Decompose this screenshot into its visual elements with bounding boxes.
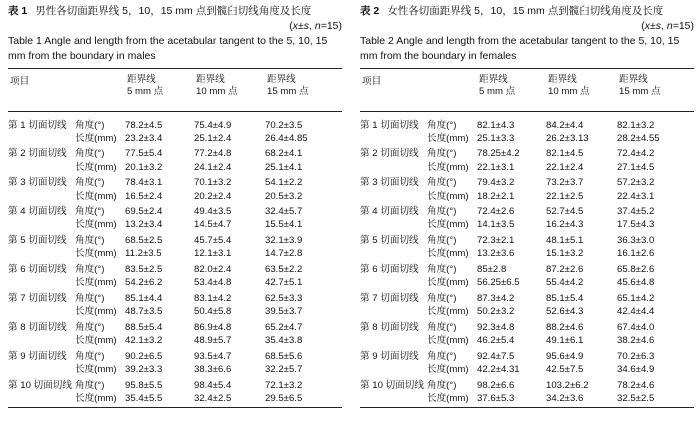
cell-5mm: 88.5±5.4 <box>125 321 163 333</box>
cell-15mm: 78.2±4.6 <box>617 379 655 391</box>
row-measure-label: 长度(mm) <box>75 335 117 347</box>
table-row-length <box>8 190 342 203</box>
cell-10mm: 73.2±3.7 <box>546 177 584 189</box>
bottom-rule <box>360 407 694 408</box>
row-measure-label: 角度(°) <box>75 206 105 218</box>
cell-15mm: 72.4±4.2 <box>617 148 655 160</box>
cell-5mm: 42.2±4.31 <box>477 363 520 375</box>
table-title-text: 女性各切面距界线 5，10，15 mm 点到髋臼切线角度及长度 <box>387 5 664 17</box>
row-group-label <box>8 218 75 231</box>
row-group-label <box>8 392 75 405</box>
row-group-label: 第 1 切面切线 <box>360 119 419 131</box>
cell-10mm: 48.1±5.1 <box>546 235 584 247</box>
table-row-angle <box>360 174 694 190</box>
cell-5mm: 35.4±5.5 <box>125 392 163 404</box>
cell-5mm: 46.2±5.4 <box>477 335 515 347</box>
table-row-angle <box>360 145 694 161</box>
header-item: 项目 <box>362 76 382 87</box>
cell-15mm: 72.1±3.2 <box>265 379 303 391</box>
row-measure-label: 角度(°) <box>427 206 457 218</box>
cell-5mm: 90.2±6.5 <box>125 350 163 362</box>
row-measure-label: 长度(mm) <box>427 161 469 173</box>
row-group-label <box>8 276 75 289</box>
row-measure-label: 长度(mm) <box>75 132 117 144</box>
row-group-label: 第 5 切面切线 <box>8 235 67 247</box>
row-measure-label: 长度(mm) <box>427 190 469 202</box>
table-row-angle <box>360 116 694 132</box>
row-measure-label: 角度(°) <box>75 264 105 276</box>
table-row-angle <box>8 203 342 219</box>
row-measure-label: 长度(mm) <box>75 161 117 173</box>
cell-5mm: 13.2±3.4 <box>125 219 163 231</box>
cell-10mm: 103.2±6.2 <box>546 379 589 391</box>
row-measure-label: 长度(mm) <box>75 392 117 404</box>
cell-5mm: 85.1±4.4 <box>125 292 163 304</box>
cell-10mm: 20.2±2.4 <box>194 190 232 202</box>
cell-10mm: 93.5±4.7 <box>194 350 232 362</box>
cell-5mm: 77.5±5.4 <box>125 148 163 160</box>
row-measure-label: 角度(°) <box>427 119 457 131</box>
table-row-length <box>360 363 694 376</box>
row-measure-label: 长度(mm) <box>75 277 117 289</box>
cell-5mm: 23.2±3.4 <box>125 132 163 144</box>
row-measure-label: 长度(mm) <box>75 219 117 231</box>
table-row-length <box>8 392 342 405</box>
cell-15mm: 37.4±5.2 <box>617 206 655 218</box>
table-row-angle <box>360 347 694 363</box>
table-row-length <box>360 334 694 347</box>
row-group-label: 第 10 切面切线 <box>8 379 72 391</box>
cell-15mm: 39.5±3.7 <box>265 306 303 318</box>
cell-15mm: 32.2±5.7 <box>265 363 303 375</box>
table-row-length <box>8 132 342 145</box>
cell-5mm: 78.25±4.2 <box>477 148 520 160</box>
cell-15mm: 15.5±4.1 <box>265 219 303 231</box>
cell-5mm: 50.2±3.2 <box>477 306 515 318</box>
cell-15mm: 57.2±3.2 <box>617 177 655 189</box>
table-number: 表 2 <box>360 5 380 17</box>
header-item: 项目 <box>10 76 30 87</box>
row-measure-label: 长度(mm) <box>427 132 469 144</box>
cell-15mm: 22.4±3.1 <box>617 190 655 202</box>
cell-15mm: 32.5±2.5 <box>617 392 655 404</box>
cell-15mm: 65.1±4.2 <box>617 292 655 304</box>
cell-10mm: 75.4±4.9 <box>194 119 232 131</box>
cell-15mm: 65.2±4.7 <box>265 321 303 333</box>
cell-5mm: 20.1±3.2 <box>125 161 163 173</box>
row-measure-label: 角度(°) <box>427 235 457 247</box>
cell-10mm: 38.3±6.6 <box>194 363 232 375</box>
cell-15mm: 20.5±3.2 <box>265 190 303 202</box>
table-row-angle <box>360 203 694 219</box>
row-measure-label: 角度(°) <box>427 148 457 160</box>
row-measure-label: 长度(mm) <box>75 190 117 202</box>
cell-15mm: 38.2±4.6 <box>617 335 655 347</box>
cell-5mm: 48.7±3.5 <box>125 306 163 318</box>
cell-10mm: 25.1±2.4 <box>194 132 232 144</box>
cell-10mm: 82.1±4.5 <box>546 148 584 160</box>
cell-10mm: 42.5±7.5 <box>546 363 584 375</box>
cell-10mm: 45.7±5.4 <box>194 235 232 247</box>
table-row-length <box>360 190 694 203</box>
header-10mm-cn: 距界线 <box>196 74 225 85</box>
header-5mm-en: 5 mm 点 <box>479 86 516 97</box>
cell-10mm: 49.4±3.5 <box>194 206 232 218</box>
cell-5mm: 72.3±2.1 <box>477 235 515 247</box>
cell-15mm: 68.5±5.6 <box>265 350 303 362</box>
row-measure-label: 长度(mm) <box>427 335 469 347</box>
row-measure-label: 角度(°) <box>75 292 105 304</box>
cell-10mm: 34.2±3.6 <box>546 392 584 404</box>
cell-5mm: 82.1±4.3 <box>477 119 515 131</box>
table-row-angle <box>360 318 694 334</box>
table-row-angle <box>8 145 342 161</box>
row-group-label: 第 9 切面切线 <box>8 350 67 362</box>
cell-15mm: 70.2±6.3 <box>617 350 655 362</box>
header-15mm-en: 15 mm 点 <box>267 86 309 97</box>
cell-15mm: 35.4±3.8 <box>265 335 303 347</box>
row-measure-label: 角度(°) <box>75 119 105 131</box>
row-measure-label: 长度(mm) <box>75 306 117 318</box>
row-group-label: 第 8 切面切线 <box>360 321 419 333</box>
row-group-label <box>360 305 427 318</box>
table-title-text: 男性各切面距界线 5，10，15 mm 点到髋臼切线角度及长度 <box>35 5 312 17</box>
table-row-angle <box>8 289 342 305</box>
cell-10mm: 52.7±4.5 <box>546 206 584 218</box>
row-group-label: 第 3 切面切线 <box>360 177 419 189</box>
table-number: 表 1 <box>8 5 28 17</box>
cell-15mm: 54.1±2.2 <box>265 177 303 189</box>
cell-15mm: 32.4±5.7 <box>265 206 303 218</box>
row-measure-label: 角度(°) <box>427 177 457 189</box>
table-row-angle <box>8 376 342 392</box>
header-10mm-cn: 距界线 <box>548 74 577 85</box>
row-group-label <box>360 392 427 405</box>
cell-5mm: 87.3±4.2 <box>477 292 515 304</box>
cell-10mm: 98.4±5.4 <box>194 379 232 391</box>
cell-5mm: 92.3±4.8 <box>477 321 515 333</box>
cell-10mm: 32.4±2.5 <box>194 392 232 404</box>
cell-15mm: 42.7±5.1 <box>265 277 303 289</box>
cell-10mm: 14.5±4.7 <box>194 219 232 231</box>
cell-5mm: 56.25±6.5 <box>477 277 520 289</box>
table-title-cn <box>360 4 694 19</box>
row-group-label: 第 3 切面切线 <box>8 177 67 189</box>
cell-15mm: 14.7±2.8 <box>265 248 303 260</box>
cell-5mm: 54.2±6.2 <box>125 277 163 289</box>
table-row-length <box>360 218 694 231</box>
row-group-label <box>8 305 75 318</box>
cell-5mm: 37.6±5.3 <box>477 392 515 404</box>
table-row-angle <box>360 261 694 277</box>
cell-10mm: 87.2±2.6 <box>546 264 584 276</box>
table-title-en: Table 1 Angle and length from the acetabular tangent to the 5, 10, 15 mm from the boundary in males <box>8 35 328 62</box>
row-group-label <box>360 334 427 347</box>
cell-5mm: 83.5±2.5 <box>125 264 163 276</box>
table-row-length <box>360 161 694 174</box>
row-group-label: 第 2 切面切线 <box>360 148 419 160</box>
cell-10mm: 22.1±2.5 <box>546 190 584 202</box>
row-group-label <box>8 363 75 376</box>
cell-15mm: 27.1±4.5 <box>617 161 655 173</box>
cell-15mm: 25.1±4.1 <box>265 161 303 173</box>
table-title-en: Table 2 Angle and length from the acetabular tangent to the 5, 10, 15 mm from the boundary in females <box>360 35 680 62</box>
cell-5mm: 16.5±2.4 <box>125 190 163 202</box>
cell-5mm: 22.1±3.1 <box>477 161 515 173</box>
cell-15mm: 45.6±4.8 <box>617 277 655 289</box>
table-row-length <box>360 276 694 289</box>
table-title-cn <box>8 4 342 19</box>
cell-15mm: 68.2±4.1 <box>265 148 303 160</box>
cell-10mm: 22.1±2.4 <box>546 161 584 173</box>
table-row-length <box>8 161 342 174</box>
cell-10mm: 48.9±5.7 <box>194 335 232 347</box>
row-group-label: 第 6 切面切线 <box>8 264 67 276</box>
cell-15mm: 28.2±4.55 <box>617 132 660 144</box>
row-group-label: 第 10 切面切线 <box>360 379 424 391</box>
row-group-label: 第 7 切面切线 <box>360 292 419 304</box>
row-group-label: 第 2 切面切线 <box>8 148 67 160</box>
table-row-length <box>360 305 694 318</box>
header-5mm-cn: 距界线 <box>479 74 508 85</box>
cell-10mm: 55.4±4.2 <box>546 277 584 289</box>
cell-5mm: 69.5±2.4 <box>125 206 163 218</box>
row-group-label <box>360 218 427 231</box>
cell-10mm: 84.2±4.4 <box>546 119 584 131</box>
row-measure-label: 长度(mm) <box>427 248 469 260</box>
row-measure-label: 角度(°) <box>75 379 105 391</box>
table-row-angle <box>360 289 694 305</box>
cell-10mm: 53.4±4.8 <box>194 277 232 289</box>
header-10mm-en: 10 mm 点 <box>548 86 590 97</box>
row-group-label <box>8 247 75 260</box>
cell-15mm: 62.5±3.3 <box>265 292 303 304</box>
cell-5mm: 18.2±2.1 <box>477 190 515 202</box>
row-group-label <box>8 190 75 203</box>
row-group-label: 第 6 切面切线 <box>360 264 419 276</box>
bottom-rule <box>8 407 342 408</box>
cell-15mm: 29.5±6.5 <box>265 392 303 404</box>
table-1 <box>8 4 342 408</box>
cell-15mm: 17.5±4.3 <box>617 219 655 231</box>
header-15mm-cn: 距界线 <box>267 74 296 85</box>
table-row-length <box>8 363 342 376</box>
cell-10mm: 24.1±2.4 <box>194 161 232 173</box>
row-measure-label: 长度(mm) <box>427 277 469 289</box>
statistic-note: (x±s, n=15) <box>641 20 694 32</box>
row-measure-label: 角度(°) <box>75 148 105 160</box>
cell-10mm: 83.1±4.2 <box>194 292 232 304</box>
cell-10mm: 12.1±3.1 <box>194 248 232 260</box>
row-measure-label: 角度(°) <box>75 177 105 189</box>
cell-15mm: 65.8±2.6 <box>617 264 655 276</box>
cell-10mm: 49.1±6.1 <box>546 335 584 347</box>
cell-10mm: 77.2±4.8 <box>194 148 232 160</box>
cell-5mm: 79.4±3.2 <box>477 177 515 189</box>
cell-5mm: 78.2±4.5 <box>125 119 163 131</box>
header-10mm-en: 10 mm 点 <box>196 86 238 97</box>
table-row-length <box>8 247 342 260</box>
cell-10mm: 86.9±4.8 <box>194 321 232 333</box>
header-rule <box>360 111 694 112</box>
row-measure-label: 角度(°) <box>75 235 105 247</box>
row-measure-label: 角度(°) <box>427 264 457 276</box>
cell-15mm: 63.5±2.2 <box>265 264 303 276</box>
table-body <box>360 116 694 405</box>
row-measure-label: 长度(mm) <box>75 363 117 375</box>
cell-10mm: 70.1±3.2 <box>194 177 232 189</box>
cell-15mm: 26.4±4.85 <box>265 132 308 144</box>
cell-15mm: 82.1±3.2 <box>617 119 655 131</box>
row-measure-label: 角度(°) <box>427 379 457 391</box>
cell-10mm: 82.0±2.4 <box>194 264 232 276</box>
cell-10mm: 95.6±4.9 <box>546 350 584 362</box>
header-15mm-cn: 距界线 <box>619 74 648 85</box>
cell-10mm: 50.4±5.8 <box>194 306 232 318</box>
cell-5mm: 95.8±5.5 <box>125 379 163 391</box>
cell-5mm: 78.4±3.1 <box>125 177 163 189</box>
cell-15mm: 34.6±4.9 <box>617 363 655 375</box>
row-measure-label: 角度(°) <box>75 350 105 362</box>
cell-15mm: 70.2±3.5 <box>265 119 303 131</box>
cell-5mm: 39.2±3.3 <box>125 363 163 375</box>
row-group-label: 第 9 切面切线 <box>360 350 419 362</box>
row-group-label <box>360 132 427 145</box>
cell-10mm: 85.1±5.4 <box>546 292 584 304</box>
row-group-label <box>360 161 427 174</box>
cell-5mm: 68.5±2.5 <box>125 235 163 247</box>
row-measure-label: 长度(mm) <box>427 392 469 404</box>
row-group-label: 第 7 切面切线 <box>8 292 67 304</box>
row-group-label <box>8 132 75 145</box>
table-row-angle <box>8 318 342 334</box>
table-2 <box>360 4 694 408</box>
cell-10mm: 52.6±4.3 <box>546 306 584 318</box>
cell-10mm: 15.1±3.2 <box>546 248 584 260</box>
row-measure-label: 长度(mm) <box>75 248 117 260</box>
cell-5mm: 92.4±7.5 <box>477 350 515 362</box>
cell-5mm: 85±2.8 <box>477 264 507 276</box>
row-group-label: 第 1 切面切线 <box>8 119 67 131</box>
row-measure-label: 角度(°) <box>427 350 457 362</box>
table-row-angle <box>8 261 342 277</box>
cell-15mm: 42.4±4.4 <box>617 306 655 318</box>
row-measure-label: 角度(°) <box>75 321 105 333</box>
row-group-label: 第 8 切面切线 <box>8 321 67 333</box>
table-row-angle <box>8 174 342 190</box>
cell-10mm: 88.2±4.6 <box>546 321 584 333</box>
header-rule <box>8 111 342 112</box>
row-group-label <box>8 161 75 174</box>
cell-15mm: 32.1±3.9 <box>265 235 303 247</box>
table-row-angle <box>8 116 342 132</box>
table-row-angle <box>360 232 694 248</box>
statistic-note: (x±s, n=15) <box>289 20 342 32</box>
row-group-label: 第 5 切面切线 <box>360 235 419 247</box>
table-row-length <box>8 218 342 231</box>
row-group-label <box>360 247 427 260</box>
row-group-label <box>360 276 427 289</box>
table-row-angle <box>360 376 694 392</box>
table-row-length <box>8 334 342 347</box>
cell-5mm: 25.1±3.3 <box>477 132 515 144</box>
table-row-angle <box>8 232 342 248</box>
table-row-length <box>360 392 694 405</box>
cell-15mm: 36.3±3.0 <box>617 235 655 247</box>
cell-5mm: 13.2±3.6 <box>477 248 515 260</box>
row-measure-label: 长度(mm) <box>427 219 469 231</box>
row-group-label: 第 4 切面切线 <box>360 206 419 218</box>
cell-10mm: 26.2±3.13 <box>546 132 589 144</box>
header-15mm-en: 15 mm 点 <box>619 86 661 97</box>
cell-5mm: 98.2±6.6 <box>477 379 515 391</box>
header-5mm-en: 5 mm 点 <box>127 86 164 97</box>
row-group-label <box>360 190 427 203</box>
table-header <box>360 69 694 111</box>
cell-5mm: 42.1±3.2 <box>125 335 163 347</box>
cell-15mm: 16.1±2.6 <box>617 248 655 260</box>
row-measure-label: 长度(mm) <box>427 363 469 375</box>
cell-5mm: 14.1±3.5 <box>477 219 515 231</box>
table-row-length <box>8 276 342 289</box>
table-row-angle <box>8 347 342 363</box>
row-group-label <box>8 334 75 347</box>
row-group-label: 第 4 切面切线 <box>8 206 67 218</box>
cell-10mm: 16.2±4.3 <box>546 219 584 231</box>
cell-5mm: 11.2±3.5 <box>125 248 162 260</box>
table-header <box>8 69 342 111</box>
table-row-length <box>8 305 342 318</box>
table-row-length <box>360 132 694 145</box>
row-measure-label: 角度(°) <box>427 292 457 304</box>
row-measure-label: 角度(°) <box>427 321 457 333</box>
row-group-label <box>360 363 427 376</box>
cell-5mm: 72.4±2.6 <box>477 206 515 218</box>
table-body <box>8 116 342 405</box>
row-measure-label: 长度(mm) <box>427 306 469 318</box>
table-row-length <box>360 247 694 260</box>
header-5mm-cn: 距界线 <box>127 74 156 85</box>
cell-15mm: 67.4±4.0 <box>617 321 655 333</box>
